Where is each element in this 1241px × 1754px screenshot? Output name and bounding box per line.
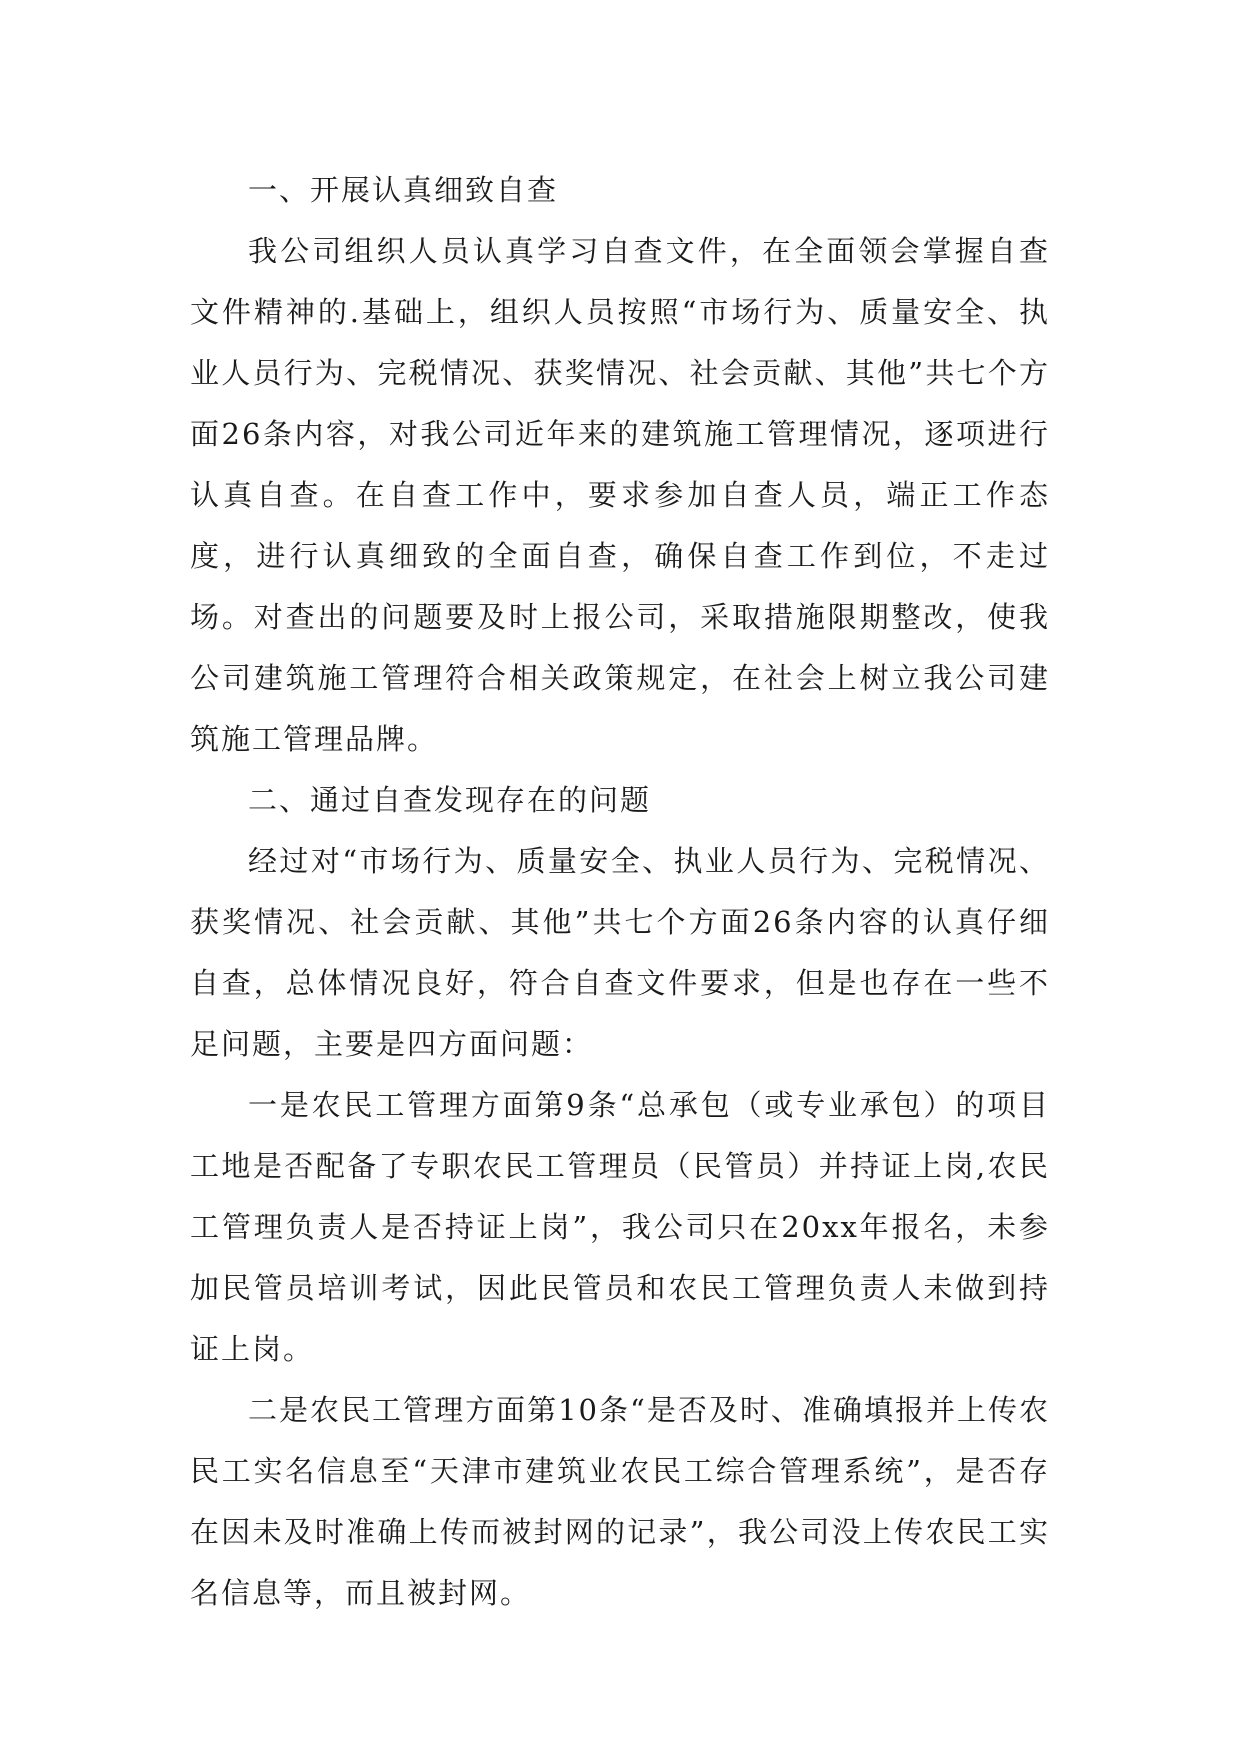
paragraph-issue-1: 一是农民工管理方面第9条“总承包（或专业承包）的项目工地是否配备了专职农民工管理员（民管员）并持证上岗,农民工管理负责人是否持证上岗”，我公司只在20xx年报名，未参加民管员培训考试，因此民管员和农民工管理负责人未做到持证上岗。: [190, 1088, 1050, 1366]
paragraph-self-inspection: 我公司组织人员认真学习自查文件，在全面领会掌握自查文件精神的.基础上，组织人员按照“市场行为、质量安全、执业人员行为、完税情况、获奖情况、社会贡献、其他”共七个方面26条内容，对我公司近年来的建筑施工管理情况，逐项进行认真自查。在自查工作中，要求参加自查人员，端正工作态度，进行认真细致的全面自查，确保自查工作到位，不走过场。对查出的问题要及时上报公司，采取措施限期整改，使我公司建筑施工管理符合相关政策规定，在社会上树立我公司建筑施工管理品牌。: [190, 234, 1050, 756]
paragraph-issue-2: 二是农民工管理方面第10条“是否及时、准确填报并上传农民工实名信息至“天津市建筑业农民工综合管理系统”，是否存在因未及时准确上传而被封网的记录”，我公司没上传农民工实名信息等，而且被封网。: [190, 1393, 1050, 1610]
section-heading-2: 二、通过自查发现存在的问题: [248, 783, 652, 817]
document-body: [190, 160, 1050, 1624]
section-heading-1: 一、开展认真细致自查: [248, 173, 559, 207]
paragraph-findings-summary: 经过对“市场行为、质量安全、执业人员行为、完税情况、获奖情况、社会贡献、其他”共七个方面26条内容的认真仔细自查，总体情况良好，符合自查文件要求，但是也存在一些不足问题，主要是四方面问题：: [190, 844, 1050, 1061]
